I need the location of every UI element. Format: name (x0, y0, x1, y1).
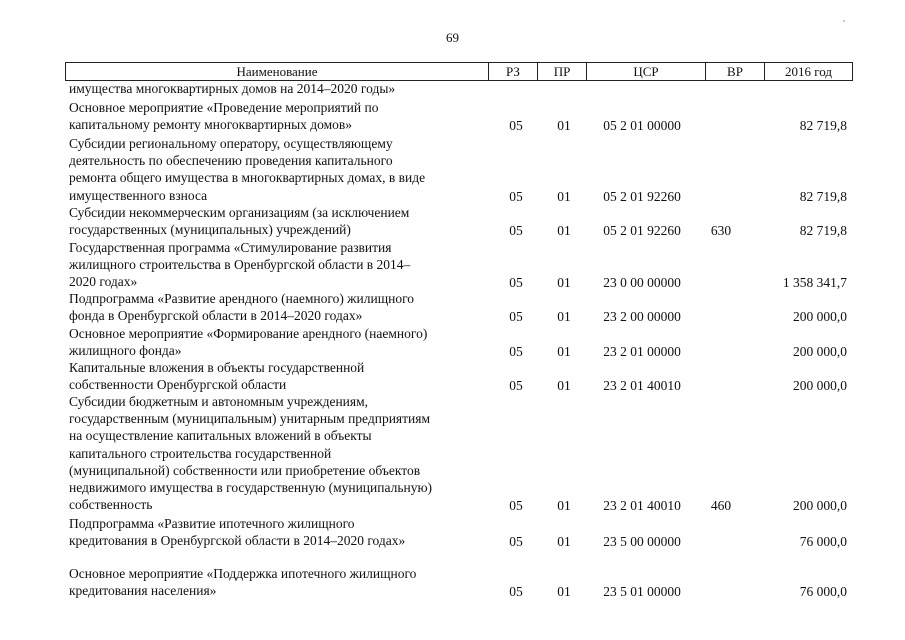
row-csr: 23 5 00 00000 (603, 534, 681, 550)
row-pr: 01 (557, 534, 571, 550)
row-csr: 23 0 00 00000 (603, 275, 681, 291)
row-name (69, 325, 494, 359)
row-amount: 82 719,8 (799, 118, 847, 134)
header-rz: РЗ (488, 63, 537, 80)
row-name-line: собственности Оренбургской области (69, 377, 287, 393)
row-name-line: на осуществление капитальных вложений в объекты (69, 428, 372, 444)
row-name-line: кредитования населения» (69, 583, 217, 599)
row-pr: 01 (557, 584, 571, 600)
row-rz: 05 (509, 118, 523, 134)
row-rz: 05 (509, 584, 523, 600)
row-name-line: Основное мероприятие «Поддержка ипотечного жилищного (69, 566, 417, 581)
row-amount: 82 719,8 (799, 188, 847, 204)
row-rz: 05 (509, 378, 523, 394)
row-name-line: недвижимого имущества в государственную (муниципальную) (69, 480, 433, 496)
row-name-line: 2020 годах» (69, 274, 138, 290)
row-name-line: Основное мероприятие «Формирование арендного (наемного) (69, 326, 428, 341)
row-name (69, 565, 494, 599)
row-pr: 01 (557, 223, 571, 239)
row-name (69, 99, 494, 133)
header-pr: ПР (537, 63, 586, 80)
row-name-line: имущества многоквартирных домов на 2014–2020 годы» (69, 81, 396, 96)
row-name-line: Капитальные вложения в объекты государственной (69, 360, 365, 375)
row-name-line: собственность (69, 497, 153, 513)
row-name-line: (муниципальной) собственности или приобретение объектов (69, 462, 421, 478)
row-amount: 76 000,0 (799, 534, 847, 550)
row-name-line: Субсидии региональному оператору, осуществляющему (69, 136, 393, 151)
row-name-line: Субсидии бюджетным и автономным учреждениям, (69, 394, 369, 409)
row-amount: 82 719,8 (799, 223, 847, 239)
row-name-line: жилищного строительства в Оренбургской области в 2014– (69, 257, 411, 273)
row-vr: 630 (710, 223, 732, 239)
row-name (69, 135, 494, 204)
row-pr: 01 (557, 344, 571, 360)
row-csr: 05 2 01 00000 (603, 118, 681, 134)
row-pr: 01 (557, 498, 571, 514)
row-name (69, 393, 494, 513)
row-rz: 05 (509, 498, 523, 514)
row-csr: 05 2 01 92260 (603, 188, 681, 204)
row-name (69, 515, 494, 549)
row-pr: 01 (557, 378, 571, 394)
row-name (69, 290, 494, 324)
row-rz: 05 (509, 223, 523, 239)
row-csr: 23 2 01 40010 (603, 378, 681, 394)
row-rz: 05 (509, 344, 523, 360)
row-csr: 23 2 00 00000 (603, 309, 681, 325)
row-rz: 05 (509, 275, 523, 291)
row-amount: 1 358 341,7 (782, 275, 847, 291)
row-name-line: кредитования в Оренбургской области в 2014–2020 годах» (69, 533, 406, 549)
row-rz: 05 (509, 309, 523, 325)
row-name-line: государственных (муниципальных) учреждений) (69, 222, 351, 238)
row-rz: 05 (509, 534, 523, 550)
row-name-line: ремонта общего имущества в многоквартирных домах, в виде (69, 170, 426, 186)
row-csr: 23 2 01 40010 (603, 498, 681, 514)
row-amount: 76 000,0 (799, 584, 847, 600)
row-pr: 01 (557, 275, 571, 291)
row-name-line: имущественного взноса (69, 187, 208, 203)
row-csr: 23 5 01 00000 (603, 584, 681, 600)
row-name (69, 239, 494, 291)
row-name-line: Подпрограмма «Развитие ипотечного жилищного (69, 516, 355, 531)
header-name: Наименование (236, 64, 318, 79)
row-name-line: государственным (муниципальным) унитарным предприятиям (69, 411, 431, 427)
row-amount: 200 000,0 (793, 309, 847, 325)
row-vr: 460 (710, 498, 732, 514)
row-pr: 01 (557, 118, 571, 134)
row-name-line: Подпрограмма «Развитие арендного (наемного) жилищного (69, 291, 415, 306)
row-name-line: Основное мероприятие «Проведение мероприятий по (69, 100, 379, 115)
row-amount: 200 000,0 (793, 378, 847, 394)
row-rz: 05 (509, 188, 523, 204)
header-csr: ЦСР (586, 63, 705, 80)
row-name-line: капитальному ремонту многоквартирных домов» (69, 117, 353, 133)
row-csr: 23 2 01 00000 (603, 344, 681, 360)
header-year: 2016 год (764, 63, 852, 80)
row-name-line: жилищного фонда» (69, 343, 182, 359)
row-amount: 200 000,0 (793, 344, 847, 360)
row-pr: 01 (557, 188, 571, 204)
row-pr: 01 (557, 309, 571, 325)
row-name-line: Субсидии некоммерческим организациям (за исключением (69, 205, 410, 220)
row-name-line: фонда в Оренбургской области в 2014–2020 годах» (69, 308, 363, 324)
row-name-line: деятельность по обеспечению проведения капитального (69, 153, 393, 169)
row-name (69, 204, 494, 238)
header-vr: ВР (705, 63, 764, 80)
row-name-line: Государственная программа «Стимулирование развития (69, 240, 392, 255)
row-name (69, 80, 494, 97)
row-name-line: капитального строительства государственной (69, 445, 332, 461)
row-csr: 05 2 01 92260 (603, 223, 681, 239)
row-amount: 200 000,0 (793, 498, 847, 514)
row-name (69, 359, 494, 393)
page-number: 69 (446, 30, 459, 45)
